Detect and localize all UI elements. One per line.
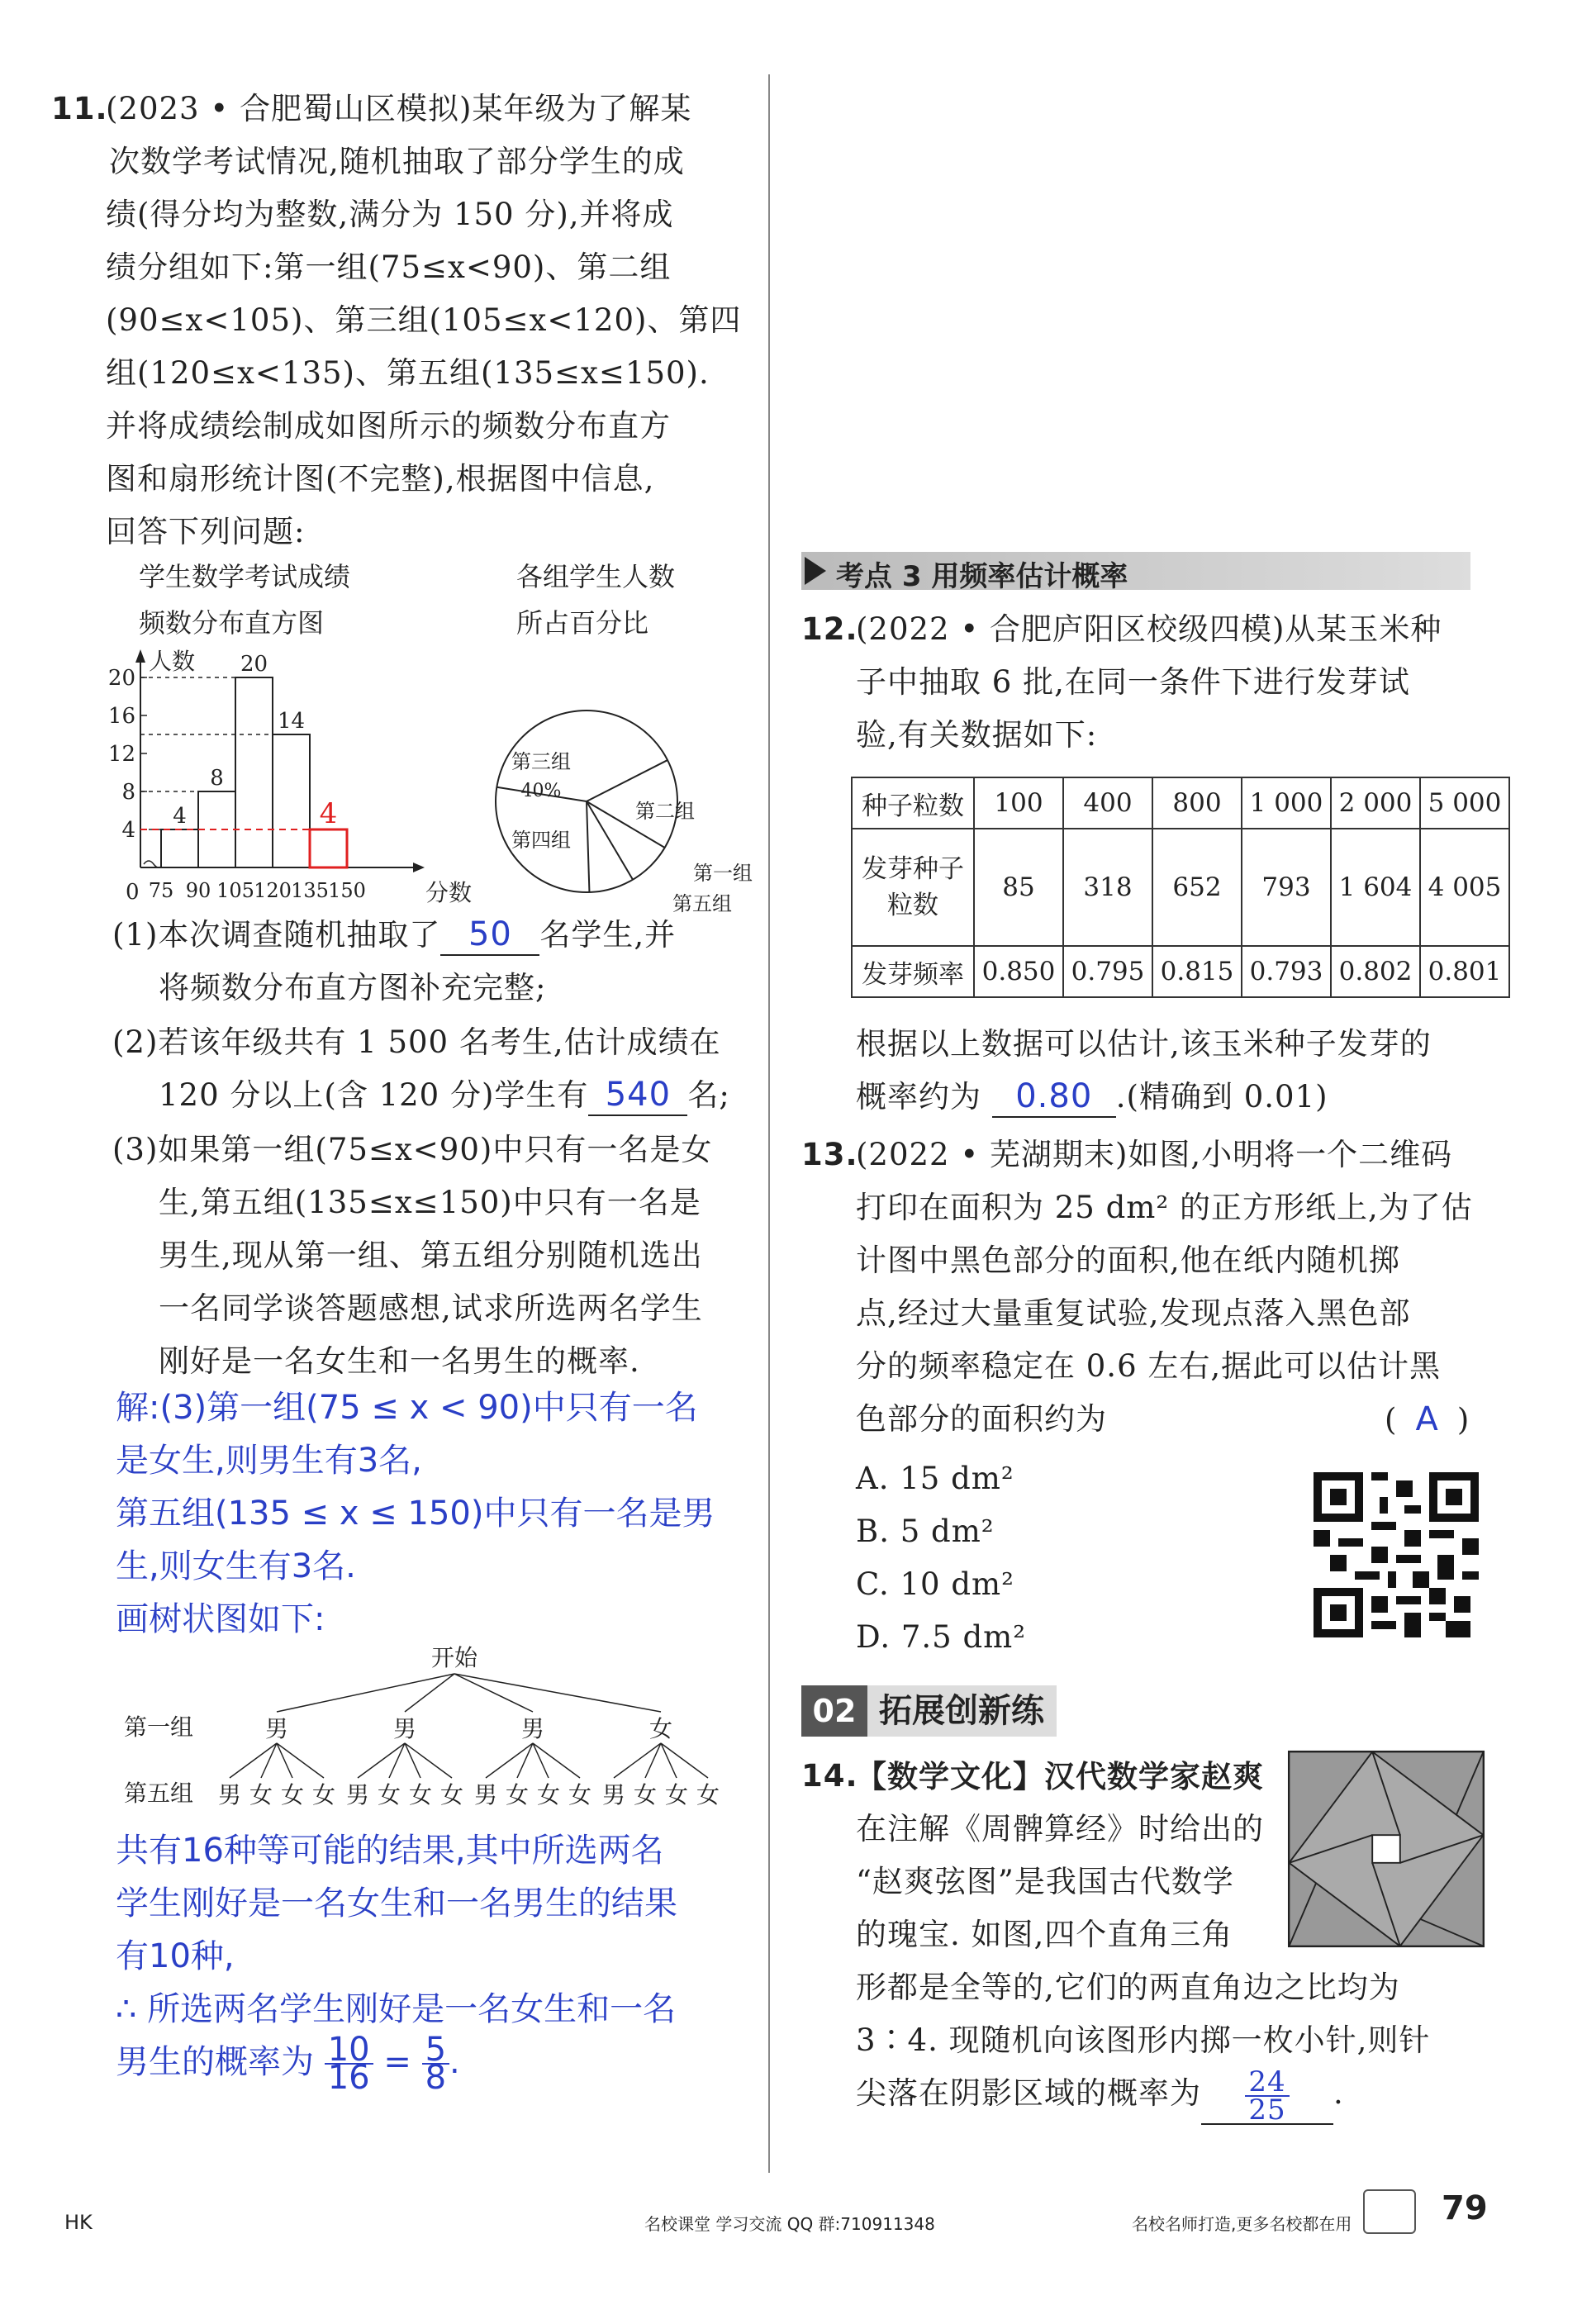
- q13-text: 色部分的面积约为: [856, 1401, 1107, 1437]
- option-c[interactable]: C. 10 dm²: [856, 1566, 1014, 1602]
- q11-line: 次数学考试情况,随机抽取了部分学生的成: [109, 144, 685, 179]
- tree-edge: [614, 1743, 661, 1778]
- qr-code-image: [1314, 1472, 1479, 1637]
- table-row: [852, 829, 1509, 946]
- q14-text: 尖落在阴影区域的概率为: [856, 2075, 1201, 2111]
- table-cell: 1 000: [1242, 777, 1331, 829]
- tree-leaf: 男: [345, 1781, 370, 1808]
- sub2-line: [159, 1069, 757, 1122]
- tag-label: 拓展创新练: [867, 1685, 1057, 1737]
- sub1-text: 将频数分布直方图补充完整;: [159, 970, 547, 1005]
- q12-number: 12.: [801, 611, 858, 647]
- option-a[interactable]: A. 15 dm²: [856, 1461, 1014, 1496]
- q12-line: 子中抽取 6 批,在同一条件下进行发芽试: [856, 664, 1410, 700]
- pie-slice-label: 第四组: [511, 829, 571, 852]
- bar-data-label: 8: [210, 766, 224, 791]
- final-period: .: [449, 2043, 460, 2081]
- tree-node: 男: [392, 1715, 417, 1742]
- bar-data-label: 4: [173, 804, 187, 829]
- q14-answer[interactable]: [1201, 2067, 1333, 2125]
- sub2-text: (2)若该年级共有 1 500 名考生,估计成绩在: [112, 1024, 721, 1060]
- tree-edge: [405, 1743, 452, 1778]
- tree-leaf: 女: [505, 1781, 530, 1808]
- table-cell: 400: [1063, 777, 1152, 829]
- table-cell: 85: [974, 829, 1063, 946]
- tree-edge: [454, 1674, 533, 1712]
- numerator: 24: [1245, 2069, 1289, 2097]
- pie-title: [516, 554, 675, 646]
- sub3-line: 生,第五组(135≤x≤150)中只有一名是: [159, 1185, 701, 1220]
- tree-leaf: 女: [568, 1781, 592, 1808]
- sub2-answer[interactable]: 540: [588, 1075, 687, 1116]
- tree-leaf: 女: [377, 1781, 401, 1808]
- q13-line: 分的频率稳定在 0.6 左右,据此可以估计黑: [856, 1348, 1442, 1384]
- table-row-header: 发芽频率: [852, 946, 974, 997]
- x-tick-label: 90: [185, 879, 211, 902]
- q12-line: 验,有关数据如下:: [856, 717, 1098, 753]
- tree-leaf: 女: [664, 1781, 689, 1808]
- y-tick-label: 16: [107, 704, 135, 729]
- x-tick-label: 105: [216, 879, 254, 902]
- table-cell: 1 604: [1331, 829, 1420, 946]
- tree-level1-label: 第一组: [124, 1713, 194, 1741]
- paren: ): [1456, 1402, 1470, 1438]
- q13-line: 打印在面积为 25 dm² 的正方形纸上,为了估: [856, 1190, 1473, 1225]
- q12-answer[interactable]: 0.80: [992, 1076, 1116, 1118]
- q11-line: 绩(得分均为整数,满分为 150 分),并将成: [106, 197, 674, 232]
- table-cell: 0.815: [1152, 946, 1242, 997]
- table-cell: 4 005: [1420, 829, 1509, 946]
- table-cell: 652: [1152, 829, 1242, 946]
- q12-answer-line: [856, 1071, 1500, 1124]
- tree-edge: [486, 1743, 533, 1778]
- tree-edge: [454, 1674, 661, 1712]
- q14-number: 14.: [801, 1758, 858, 1794]
- denominator: 16: [327, 2059, 370, 2097]
- tree-edge: [277, 1674, 454, 1712]
- numerator: 10: [325, 2036, 373, 2065]
- table-cell: 5 000: [1420, 777, 1509, 829]
- q12-text: .(精确到 0.01): [1115, 1079, 1328, 1114]
- histogram-bar: [161, 829, 198, 867]
- pie-slice-label: 第三组: [511, 750, 571, 773]
- footer-right: 名校名师打造,更多名校都在用: [1132, 2214, 1352, 2234]
- q13-line: (2022 • 芜湖期末)如图,小明将一个二维码: [856, 1137, 1453, 1172]
- y-axis-label: 人数: [149, 648, 196, 675]
- origin-label: 0: [126, 880, 140, 905]
- play-triangle-icon: [805, 557, 826, 585]
- q14-stem: [856, 1750, 1285, 1961]
- table-row: [852, 777, 1509, 829]
- solution-line: 第五组(135 ≤ x ≤ 150)中只有一名是男: [116, 1495, 715, 1533]
- q14-line: 在注解《周髀算经》时给出的: [856, 1811, 1264, 1846]
- q11-sub1: [112, 909, 757, 1015]
- tree-leaf: 女: [633, 1781, 658, 1808]
- sub3-line: 一名同学谈答题感想,试求所选两名学生: [159, 1290, 703, 1326]
- pie-slice-label: 第五组: [672, 892, 732, 915]
- tree-leaf: 男: [601, 1781, 626, 1808]
- q11-sub2: [112, 1016, 757, 1122]
- q13-line: 计图中黑色部分的面积,他在纸内随机掷: [856, 1243, 1400, 1278]
- pie-slice-label: 第二组: [635, 800, 695, 823]
- tree-leaf: 女: [536, 1781, 561, 1808]
- y-tick-label: 12: [107, 742, 135, 767]
- q12-line: (2022 • 合肥庐阳区校级四模)从某玉米种: [856, 611, 1442, 647]
- histogram-bar: [273, 734, 310, 867]
- q12-stem: [856, 603, 1492, 762]
- q11-line: 组(120≤x<135)、第五组(135≤x≤150).: [106, 355, 710, 391]
- q11-number: 11.: [51, 91, 108, 126]
- y-tick-label: 8: [121, 780, 135, 805]
- q14-answer-line: [856, 2067, 1500, 2125]
- q14-line: 【数学文化】汉代数学家赵爽: [856, 1758, 1264, 1794]
- sub2-text: 120 分以上(含 120 分)学生有: [159, 1077, 589, 1113]
- solution-line: 画树状图如下:: [116, 1600, 325, 1638]
- pie-slice-label: 第一组: [693, 862, 753, 885]
- histogram-bar: [310, 829, 347, 867]
- conclusion-line: ∴ 所选两名学生刚好是一名女生和一名: [116, 1990, 677, 2028]
- q11-line: (2023 • 合肥蜀山区模拟)某年级为了解某: [106, 91, 692, 126]
- q11-sub3: [112, 1124, 757, 1388]
- final-probability: [116, 2031, 768, 2097]
- table-cell: 100: [974, 777, 1063, 829]
- paren: (: [1385, 1402, 1398, 1438]
- tree-leaf: 女: [408, 1781, 433, 1808]
- q14-line: “赵爽弦图”是我国古代数学: [856, 1864, 1234, 1899]
- denominator: 8: [425, 2059, 447, 2097]
- q14-text: .: [1333, 2075, 1344, 2111]
- table-cell: 0.802: [1331, 946, 1420, 997]
- table-cell: 0.850: [974, 946, 1063, 997]
- bar-data-label: 20: [240, 652, 268, 677]
- x-tick-label: 135: [291, 879, 329, 902]
- tree-leaf: 女: [696, 1781, 720, 1808]
- conclusion-line: 学生刚好是一名女生和一名男生的结果: [116, 1884, 677, 1922]
- table-cell: 2 000: [1331, 777, 1420, 829]
- sub3-line: 刚好是一名女生和一名男生的概率.: [159, 1343, 640, 1379]
- q13-number: 13.: [801, 1137, 858, 1172]
- tree-root: 开始: [430, 1644, 478, 1671]
- q14-line: 形都是全等的,它们的两直角边之比均为: [856, 1970, 1400, 2005]
- germination-table: [851, 777, 1510, 998]
- table-cell: 0.793: [1242, 946, 1331, 997]
- table-cell: 793: [1242, 829, 1331, 946]
- histogram-chart: [83, 644, 471, 909]
- tree-node: 女: [648, 1715, 673, 1742]
- tree-leaf: 女: [280, 1781, 305, 1808]
- tree-node: 男: [520, 1715, 545, 1742]
- q11-line: 回答下列问题:: [106, 514, 306, 549]
- y-tick-label: 20: [107, 666, 135, 691]
- x-tick-label: 150: [328, 879, 366, 902]
- sub1-text: (1)本次调查随机抽取了: [112, 917, 441, 953]
- tree-leaf: 男: [473, 1781, 498, 1808]
- zhao-shuang-diagram: [1287, 1750, 1485, 1948]
- y-tick-label: 4: [121, 818, 135, 843]
- fraction-5-8: [422, 2031, 449, 2097]
- q12-line: 根据以上数据可以估计,该玉米种子发芽的: [856, 1026, 1432, 1062]
- y-axis-arrow: [135, 649, 145, 663]
- q11-conclusion: [116, 1824, 768, 2097]
- column-divider: [768, 74, 770, 2173]
- q13-line: 点,经过大量重复试验,发现点落入黑色部: [856, 1295, 1411, 1331]
- tree-edge: [358, 1743, 405, 1778]
- fraction-10-16: [325, 2031, 373, 2097]
- q11-stem: [106, 83, 750, 558]
- x-axis-label: 分数: [425, 879, 473, 906]
- table-cell: 318: [1063, 829, 1152, 946]
- sub3-line: (3)如果第一组(75≤x<90)中只有一名是女: [112, 1132, 713, 1167]
- bar-data-label: 14: [277, 709, 306, 734]
- equals-sign: =: [383, 2043, 411, 2081]
- section-tag-02: [801, 1685, 1066, 1737]
- sub1-answer[interactable]: 50: [440, 915, 539, 956]
- q14-line: 3∶4. 现随机向该图形内掷一枚小针,则针: [856, 2022, 1431, 2058]
- publisher-logo-icon: [1363, 2189, 1416, 2234]
- q13-options: [856, 1452, 1026, 1664]
- table-cell: 800: [1152, 777, 1242, 829]
- numerator: 5: [422, 2036, 449, 2065]
- pie-title-line: 各组学生人数: [516, 561, 676, 592]
- q14-stem-full: [856, 1961, 1500, 2125]
- q11-line: (90≤x<105)、第三组(105≤x<120)、第四: [106, 302, 742, 338]
- pie-title-line: 所占百分比: [516, 607, 649, 639]
- solution-line: 解:(3)第一组(75 ≤ x < 90)中只有一名: [116, 1389, 698, 1427]
- option-d[interactable]: D. 7.5 dm²: [856, 1619, 1027, 1655]
- sub1-text: 名学生,并: [539, 917, 677, 953]
- page-number: 79: [1442, 2189, 1488, 2227]
- tag-number: 02: [801, 1685, 867, 1737]
- conclusion-line: 共有16种等可能的结果,其中所选两名: [116, 1832, 664, 1870]
- tree-leaf: 女: [249, 1781, 273, 1808]
- tree-leaf: 女: [439, 1781, 464, 1808]
- section-header: [801, 552, 1470, 593]
- tree-node: 男: [264, 1715, 289, 1742]
- solution-line: 是女生,则男生有3名,: [116, 1442, 422, 1480]
- solution-line: 生,则女生有3名.: [116, 1547, 356, 1585]
- q12-text: 概率约为: [856, 1079, 981, 1114]
- table-cell: 0.801: [1420, 946, 1509, 997]
- table-row: [852, 946, 1509, 997]
- q11-solution: [116, 1381, 760, 1646]
- footer-center: 名校课堂 学习交流 QQ 群:710911348: [644, 2214, 935, 2234]
- tree-diagram: [124, 1644, 752, 1826]
- footer-left: HK: [64, 2211, 93, 2234]
- tree-edge: [277, 1743, 324, 1778]
- tree-edge: [230, 1743, 277, 1778]
- q13-stem: [856, 1129, 1500, 1446]
- q13-last-line: [856, 1393, 1500, 1446]
- denominator: 25: [1248, 2093, 1286, 2127]
- option-b[interactable]: B. 5 dm²: [856, 1514, 995, 1549]
- tree-leaf: 男: [217, 1781, 242, 1808]
- table-row-header: 发芽种子粒数: [852, 829, 974, 946]
- q14-line: 的瑰宝. 如图,四个直角三角: [856, 1917, 1233, 1952]
- q13-answer[interactable]: A: [1415, 1400, 1439, 1438]
- histogram-bar: [235, 677, 273, 867]
- q13-choice: [1385, 1393, 1470, 1447]
- table-cell: 0.795: [1063, 946, 1152, 997]
- tree-level2-label: 第五组: [124, 1780, 194, 1807]
- hist-title-line: 学生数学考试成绩: [139, 561, 351, 592]
- conclusion-line: 有10种,: [116, 1937, 235, 1975]
- x-axis-arrow: [413, 863, 425, 872]
- sub3-line: 男生,现从第一组、第五组分别随机选出: [159, 1238, 703, 1273]
- tree-edge: [533, 1743, 580, 1778]
- q11-line: 并将成绩绘制成如图所示的频数分布直方: [106, 408, 671, 444]
- final-text: 男生的概率为: [116, 2043, 314, 2081]
- q12-after: [856, 1018, 1500, 1124]
- hist-title-line: 频数分布直方图: [139, 607, 325, 639]
- x-tick-label: 75: [148, 879, 174, 902]
- x-tick-label: 120: [254, 879, 292, 902]
- tree-edge: [661, 1743, 708, 1778]
- q11-line: 绩分组如下:第一组(75≤x<90)、第二组: [106, 250, 672, 285]
- pie-annotation: 40%: [520, 781, 562, 801]
- sub2-text: 名;: [687, 1077, 730, 1113]
- table-row-header: 种子粒数: [852, 777, 974, 829]
- pie-chart: [471, 702, 753, 917]
- section-title: 考点 3 用频率估计概率: [836, 560, 1128, 593]
- bar-data-label: 4: [319, 797, 338, 830]
- q11-line: 图和扇形统计图(不完整),根据图中信息,: [106, 461, 655, 497]
- hist-title: [139, 554, 350, 646]
- tree-leaf: 女: [311, 1781, 336, 1808]
